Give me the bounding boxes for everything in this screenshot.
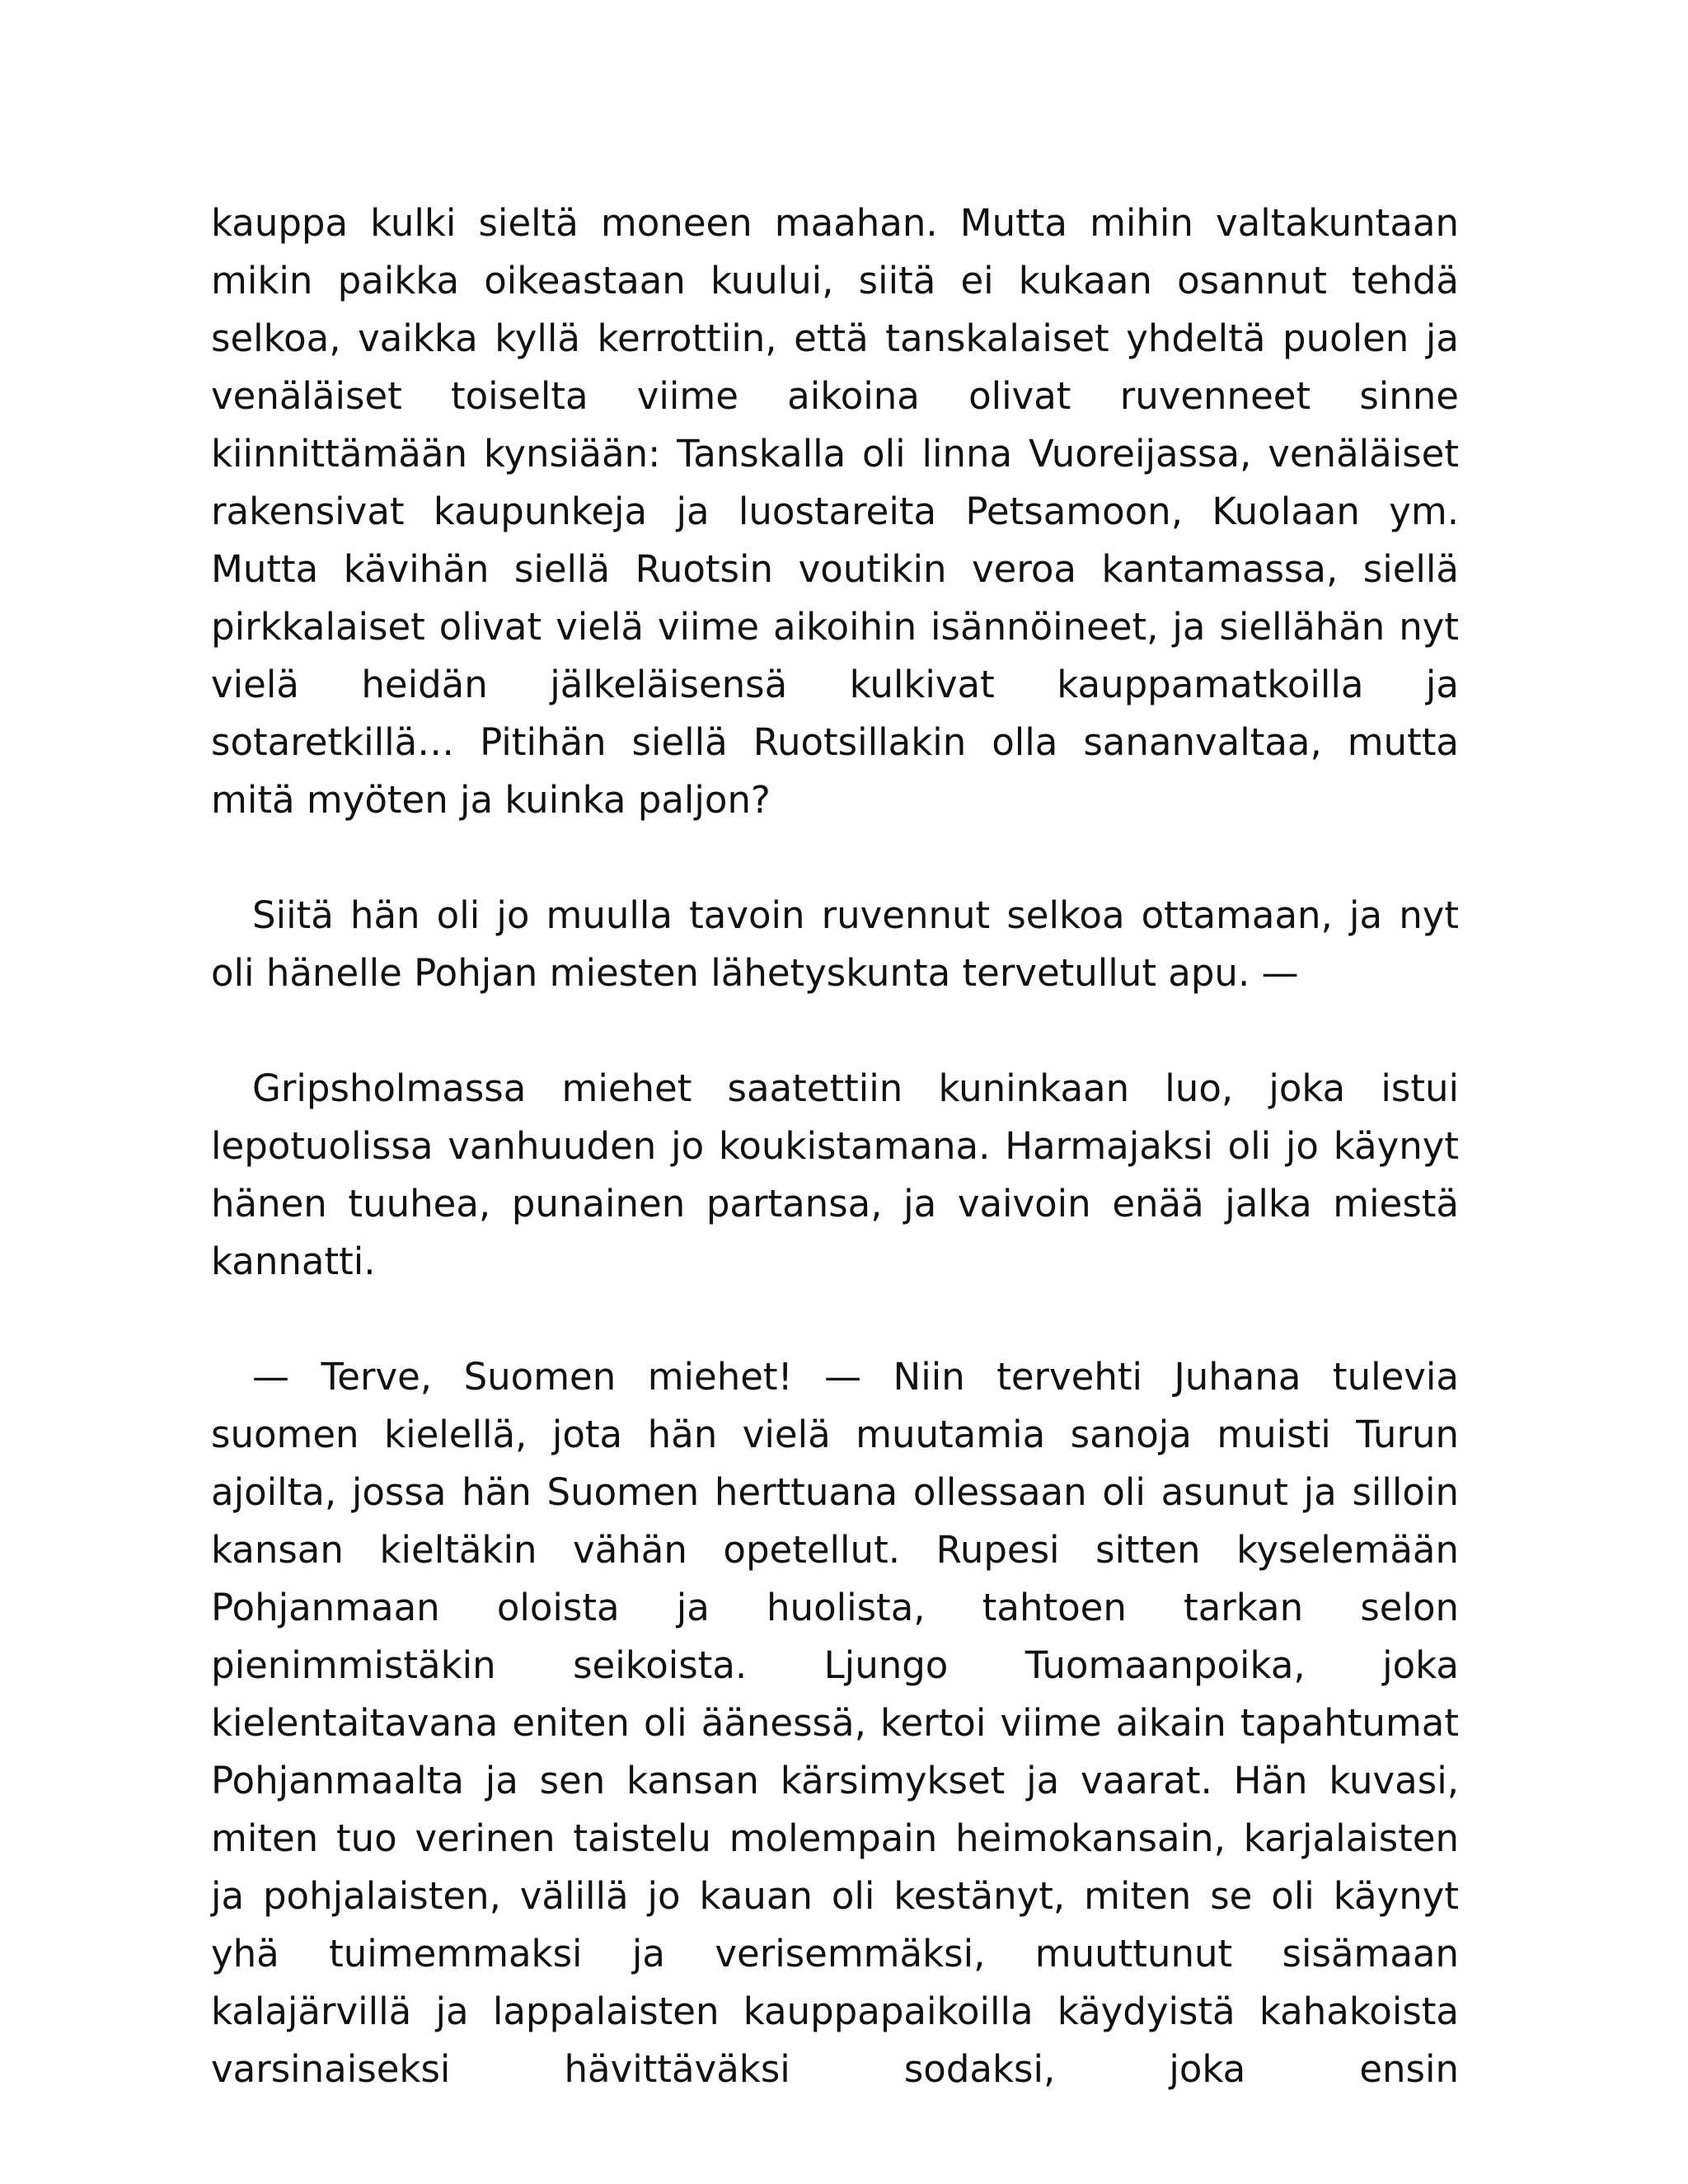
paragraph-1: kauppa kulki sieltä moneen maahan. Mutta mihin valtakuntaan mikin paikka oikeastaan kuului, siitä ei kukaan osannut tehdä selkoa, vaikka kyllä kerrottiin, että tanskalaiset yhdeltä puolen ja venäläiset toiselta viime aikoina olivat ruvenneet sinne kiinnittämään kynsiään: Tanskalla oli linna Vuoreijassa, venäläiset rakensivat kaupunkeja ja luostareita Petsamoon, Kuolaan ym. Mutta kävihän siellä Ruotsin voutikin veroa kantamassa, siellä pirkkalaiset olivat vielä viime aikoihin isännöineet, ja siellähän nyt vielä heidän jälkeläisensä kulkivat kauppamatkoilla ja sotaretkillä… Pitihän siellä Ruotsillakin olla sananvaltaa, mutta mitä myöten ja kuinka paljon?: [211, 201, 1459, 822]
paragraph-2: Siitä hän oli jo muulla tavoin ruvennut selkoa ottamaan, ja nyt oli hänelle Pohjan miesten lähetyskunta tervetullut apu. —: [211, 893, 1459, 995]
paragraph-4: — Terve, Suomen miehet! — Niin tervehti Juhana tulevia suomen kielellä, jota hän vielä muutamia sanoja muisti Turun ajoilta, jossa hän Suomen herttuana ollessaan oli asunut ja silloin kansan kieltäkin vähän opetellut. Rupesi sitten kyselemään Pohjanmaan oloista ja huolista, tahtoen tarkan selon pienimmistäkin seikoista. Ljungo Tuomaanpoika, joka kielentaitavana eniten oli äänessä, kertoi viime aikain tapahtumat Pohjanmaalta ja sen kansan kärsimykset ja vaarat. Hän kuvasi, miten tuo verinen taistelu molempain heimokansain, karjalaisten ja pohjalaisten, välillä jo kauan oli kestänyt, miten se oli käynyt yhä tuimemmaksi ja verisemmäksi, muuttunut sisämaan kalajärvillä ja lappalaisten kauppapaikoilla käydyistä kahakoista varsinaiseksi hävittäväksi sodaksi, joka ensin: [211, 1355, 1459, 2091]
book-page: [211, 194, 1459, 2098]
paragraph-3: Gripsholmassa miehet saatettiin kuninkaan luo, joka istui lepotuolissa vanhuuden jo koukistamana. Harmajaksi oli jo käynyt hänen tuuhea, punainen partansa, ja vaivoin enää jalka miestä kannatti.: [211, 1066, 1459, 1283]
